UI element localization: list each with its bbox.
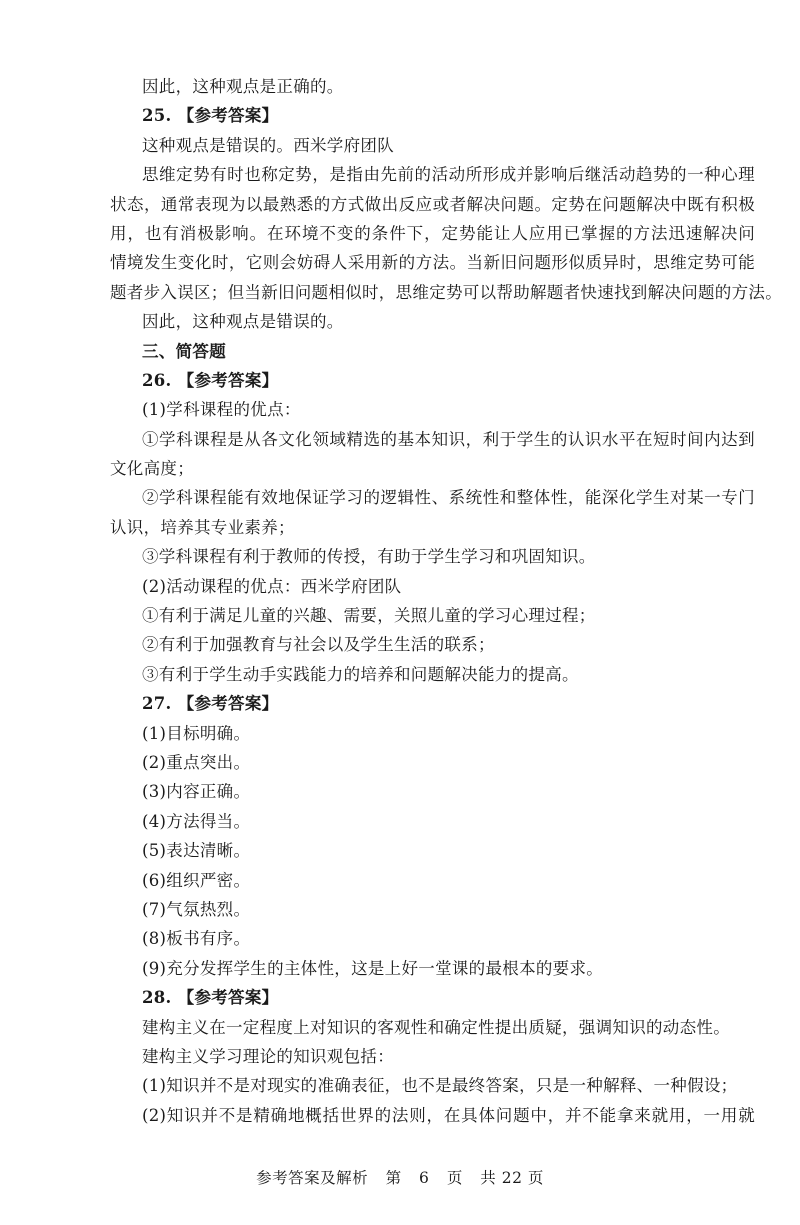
answer-body — [110, 72, 782, 1130]
text-line: ②学科课程能有效地保证学习的逻辑性、系统性和整体性，能深化学生对某一专门 — [142, 488, 755, 508]
text-line: (8)板书有序。 — [142, 929, 251, 949]
text-line: (1)目标明确。 — [142, 723, 251, 743]
text-line: (2)知识并不是精确地概括世界的法则，在具体问题中，并不能拿来就用，一用就 — [142, 1105, 755, 1125]
text-line: (1)学科课程的优点： — [142, 400, 301, 420]
text-line: (9)充分发挥学生的主体性，这是上好一堂课的最根本的要求。 — [142, 958, 604, 978]
text-line: ③有利于学生动手实践能力的培养和问题解决能力的提高。 — [142, 664, 579, 684]
text-line: (5)表达清晰。 — [142, 841, 251, 861]
text-line: (6)组织严密。 — [142, 870, 251, 890]
text-line: 认识，培养其专业素养； — [110, 517, 295, 537]
text-line: 建构主义在一定程度上对知识的客观性和确定性提出质疑，强调知识的动态性。 — [142, 1017, 730, 1037]
text-line: ①有利于满足儿童的兴趣、需要，关照儿童的学习心理过程； — [142, 606, 596, 626]
text-line: 用，也有消极影响。在环境不变的条件下，定势能让人应用已掌握的方法迅速解决问 — [110, 223, 755, 243]
text-line: ①学科课程是从各文化领域精选的基本知识，利于学生的认识水平在短时间内达到 — [142, 429, 755, 449]
footer-title: 参考答案及解析 — [256, 1169, 369, 1187]
text-line: ②有利于加强教育与社会以及学生生活的联系； — [142, 635, 495, 655]
text-line: (4)方法得当。 — [142, 811, 251, 831]
text-line: ③学科课程有利于教师的传授，有助于学生学习和巩固知识。 — [142, 547, 596, 567]
section-heading: 28. 【参考答案】 — [142, 988, 279, 1008]
text-line: (2)活动课程的优点：西米学府团队 — [142, 576, 402, 596]
text-line: 状态，通常表现为以最熟悉的方式做出反应或者解决问题。定势在问题解决中既有积极 — [110, 194, 755, 214]
text-line: 题者步入误区；但当新旧问题相似时，思维定势可以帮助解题者快速找到解决问题的方法。 — [110, 282, 782, 302]
text-line: (1)知识并不是对现实的准确表征，也不是最终答案，只是一种解释、一种假设； — [142, 1076, 738, 1096]
text-line: 情境发生变化时，它则会妨碍人采用新的方法。当新旧问题形似质异时，思维定势可能 — [110, 253, 755, 273]
section-heading: 三、简答题 — [142, 341, 226, 361]
text-line: 思维定势有时也称定势，是指由先前的活动所形成并影响后继活动趋势的一种心理 — [142, 165, 755, 185]
section-heading: 25. 【参考答案】 — [142, 106, 279, 126]
section-heading: 26. 【参考答案】 — [142, 370, 279, 390]
text-line: (2)重点突出。 — [142, 752, 251, 772]
text-line: (7)气氛热烈。 — [142, 899, 251, 919]
text-line: 因此，这种观点是正确的。 — [142, 77, 344, 96]
text-line: 文化高度； — [110, 459, 194, 479]
text-line: 因此，这种观点是错误的。 — [142, 312, 344, 332]
text-line: (3)内容正确。 — [142, 782, 251, 802]
page-footer — [0, 1168, 800, 1188]
footer-page-unit: 页 — [446, 1169, 463, 1187]
section-heading: 27. 【参考答案】 — [142, 694, 279, 714]
footer-page-number: 6 — [419, 1169, 430, 1187]
text-line: 建构主义学习理论的知识观包括： — [142, 1046, 394, 1066]
text-line: 这种观点是错误的。西米学府团队 — [142, 135, 394, 155]
footer-page-prefix: 第 — [385, 1169, 402, 1187]
footer-total-pages: 共 22 页 — [480, 1169, 544, 1187]
